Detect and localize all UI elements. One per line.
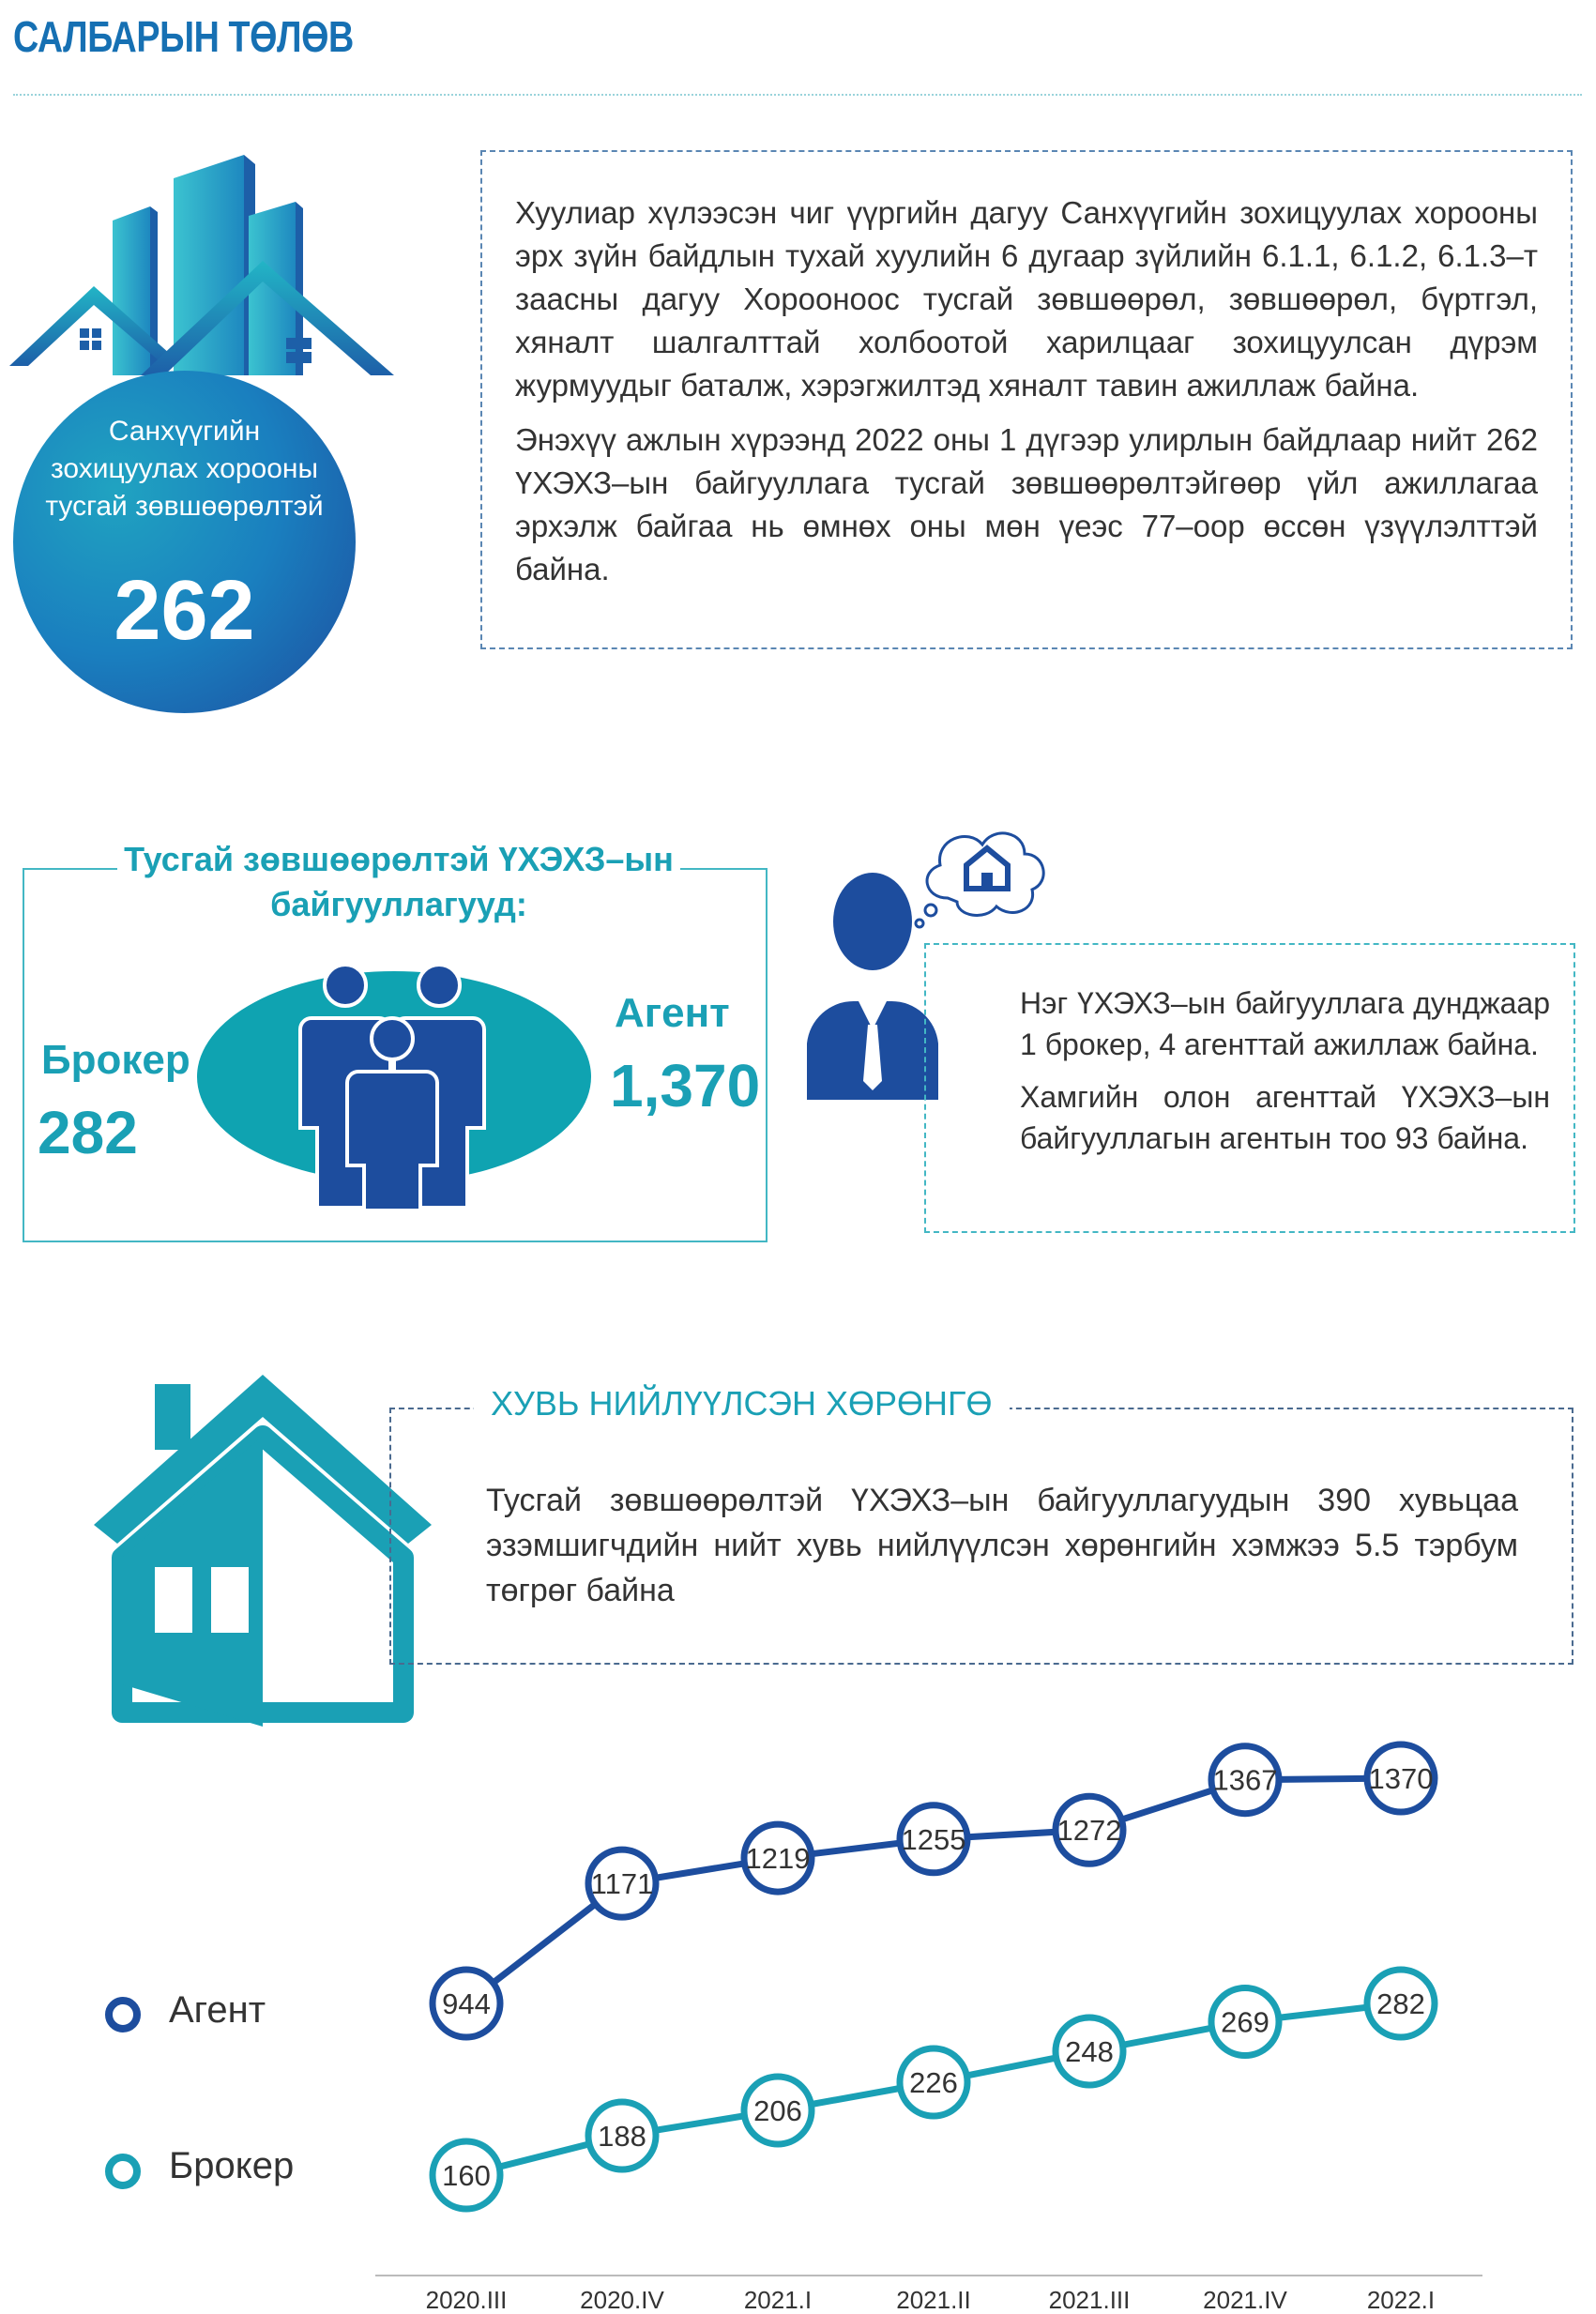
info-average: Нэг ҮХЭХЗ–ын байгууллага дунджаар 1 брокер, 4 агенттай ажиллаж байна. — [1020, 986, 1550, 1061]
data-label: 269 — [1221, 2005, 1269, 2039]
intro-paragraph-2: Энэхүү ажлын хүрээнд 2022 оны 1 дүгээр улирлын байдлаар нийт 262 ҮХЭХЗ–ын байгууллага тусгай зөвшөөрөлтэйгөөр үйл ажиллагаа эрхэлж байгаа нь өмнөх оны мөн үеэс 77–оор өссөн үзүүлэлттэй байна. — [515, 422, 1538, 586]
legend-agent-label: Агент — [169, 1989, 266, 2031]
page-title: САЛБАРЫН ТӨЛӨВ — [13, 12, 354, 61]
data-label: 160 — [442, 2159, 491, 2192]
data-label: 1219 — [745, 1842, 811, 1876]
broker-value: 282 — [38, 1099, 138, 1166]
data-label: 944 — [442, 1987, 491, 2020]
x-tick-label: 2020.III — [425, 2286, 508, 2314]
intro-paragraph-1: Хуулиар хүлээсэн чиг үүргийн дагуу Санхүүгийн зохицуулах хорооны эрх зүйн байдлын тухай хуулийн 6 дугаар зүйлийн 6.1.1, 6.1.2, 6.1.3–т заасны дагуу Хорооноос тусгай зөвшөөрөл, зөвшөөрөл, бүртгэл, хяналт шалгалттай холбоотой харилцааг зохицуулсан дүрэм журмуудыг баталж, хэрэгжилтэд хяналт тавин ажиллаж байна. — [515, 195, 1538, 403]
x-tick-label: 2021.II — [896, 2286, 971, 2314]
legend-broker-label: Брокер — [169, 2145, 295, 2186]
circle-value: 262 — [114, 564, 255, 658]
data-label: 1272 — [1056, 1814, 1122, 1848]
x-tick-label: 2021.I — [743, 2286, 813, 2314]
info-max-agents: Хамгийн олон агенттай ҮХЭХЗ–ын байгууллагын агентын тоо 93 байна. — [1020, 1080, 1550, 1155]
data-label: 188 — [598, 2120, 646, 2153]
data-label: 1255 — [901, 1822, 966, 1856]
data-label: 248 — [1065, 2035, 1114, 2068]
circle-label: Санхүүгийн зохицуулах хорооны тусгай зөвшөөрөлтэй — [45, 416, 324, 522]
organizations-title: Тусгай зөвшөөрөлтэй ҮХЭХЗ–ын байгууллагууд: — [117, 837, 680, 927]
data-label: 1171 — [590, 1867, 654, 1901]
data-label: 1370 — [1368, 1762, 1434, 1795]
agent-label: Агент — [615, 990, 730, 1036]
data-label: 226 — [909, 2066, 958, 2099]
x-tick-label: 2021.III — [1048, 2286, 1131, 2314]
data-label: 206 — [753, 2094, 802, 2127]
data-label: 282 — [1376, 1987, 1425, 2020]
x-tick-label: 2020.IV — [580, 2286, 664, 2314]
broker-label: Брокер — [41, 1037, 190, 1083]
data-label: 1367 — [1212, 1763, 1278, 1797]
x-tick-label: 2022.I — [1366, 2286, 1436, 2314]
x-tick-label: 2021.IV — [1203, 2286, 1287, 2314]
assets-text: Тусгай зөвшөөрөлтэй ҮХЭХЗ–ын байгууллагуудын 390 хувьцаа эзэмшигчдийн нийт хувь нийлүүлсэн хөрөнгийн хэмжээ 5.5 тэрбум төгрөг байна — [486, 1483, 1518, 1608]
agent-value: 1,370 — [610, 1052, 761, 1119]
assets-title: ХУВЬ НИЙЛҮҮЛСЭН ХӨРӨНГӨ — [474, 1384, 1010, 1423]
